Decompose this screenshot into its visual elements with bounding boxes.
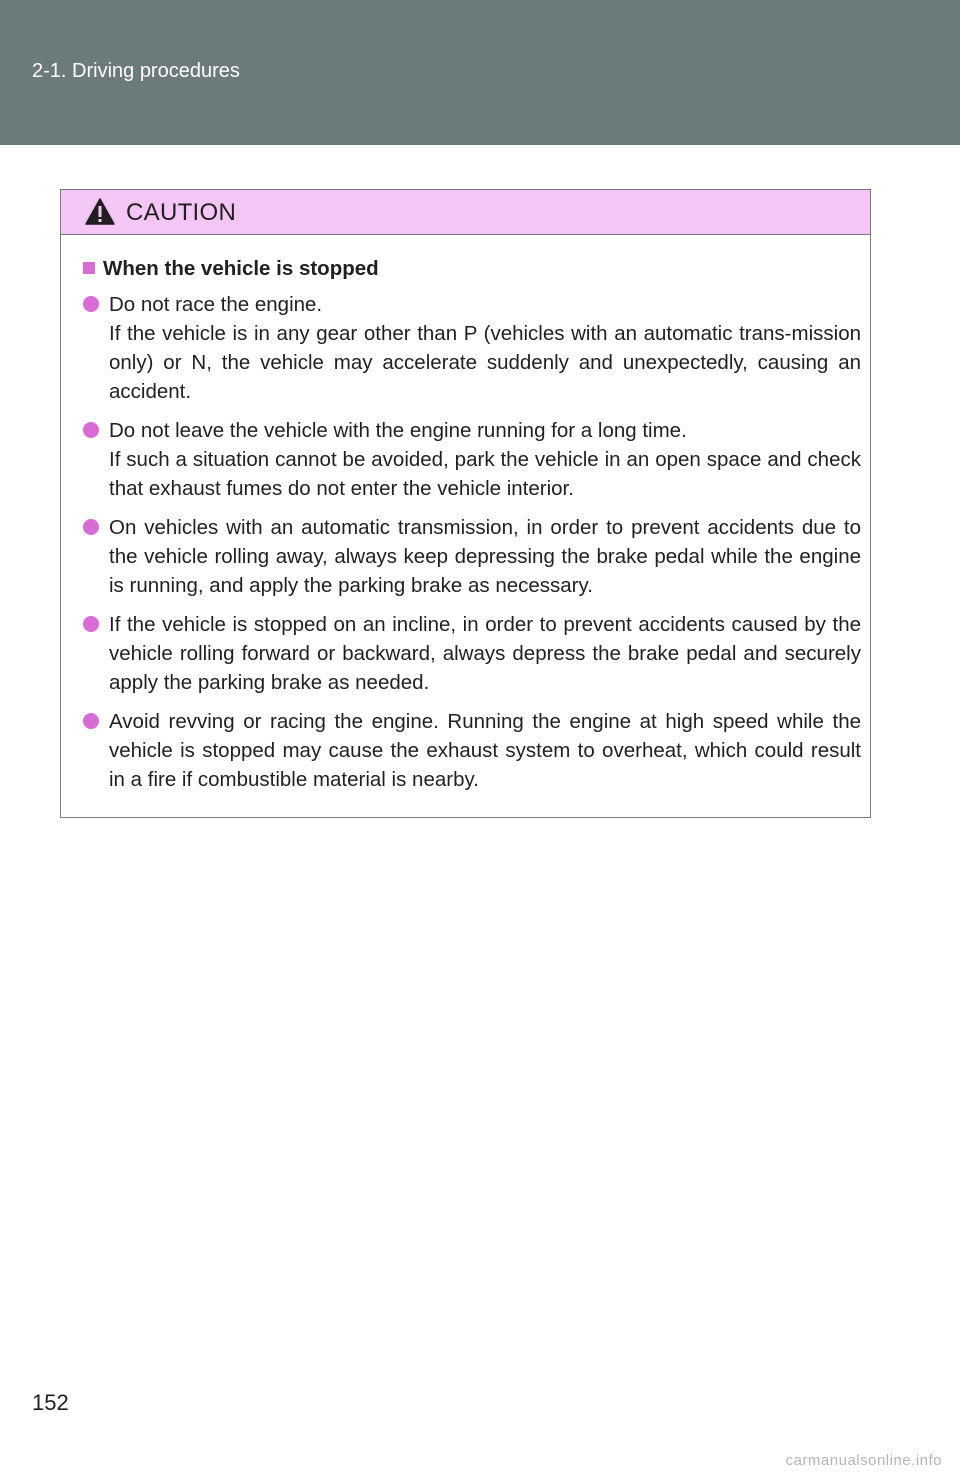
item-text: If such a situation cannot be avoided, park the vehicle in an open space and check that exhaust fumes do not enter the vehicle interior. — [109, 448, 861, 500]
item-text: Avoid revving or racing the engine. Running the engine at high speed while the vehicle is stopped may cause the exhaust system to overheat, which could result in a fire if combustible material is nearby. — [109, 710, 861, 791]
item-text: If the vehicle is in any gear other than P (vehicles with an automatic trans-mission only) or N, the vehicle may accelerate suddenly and unexpectedly, causing an accident. — [109, 322, 861, 403]
item-text: On vehicles with an automatic transmission, in order to prevent accidents due to the vehicle rolling away, always keep depressing the brake pedal while the engine is running, and apply the parking brake as necessary. — [109, 516, 861, 597]
warning-triangle-icon — [85, 198, 115, 225]
list-item — [83, 513, 861, 600]
caution-list — [83, 290, 861, 804]
section-heading-text: When the vehicle is stopped — [103, 257, 379, 280]
list-item — [83, 290, 861, 406]
circle-bullet-icon — [83, 713, 99, 729]
item-lead: Do not leave the vehicle with the engine running for a long time. — [109, 419, 687, 442]
caution-title: CAUTION — [126, 199, 237, 226]
list-item — [83, 416, 861, 503]
item-lead: Do not race the engine. — [109, 293, 323, 316]
caution-box — [60, 189, 871, 818]
list-item — [83, 610, 861, 697]
header-bar — [0, 0, 960, 145]
section-title: 2-1. Driving procedures — [32, 60, 240, 82]
caution-header — [61, 190, 870, 235]
square-bullet-icon — [83, 262, 95, 274]
item-text: If the vehicle is stopped on an incline, in order to prevent accidents caused by the vehicle rolling forward or backward, always depress the brake pedal and securely apply the parking brake as needed. — [109, 613, 861, 694]
circle-bullet-icon — [83, 422, 99, 438]
circle-bullet-icon — [83, 519, 99, 535]
section-heading — [83, 257, 379, 281]
circle-bullet-icon — [83, 296, 99, 312]
circle-bullet-icon — [83, 616, 99, 632]
watermark: carmanualsonline.info — [785, 1452, 942, 1469]
list-item — [83, 707, 861, 794]
page-number: 152 — [32, 1390, 69, 1415]
